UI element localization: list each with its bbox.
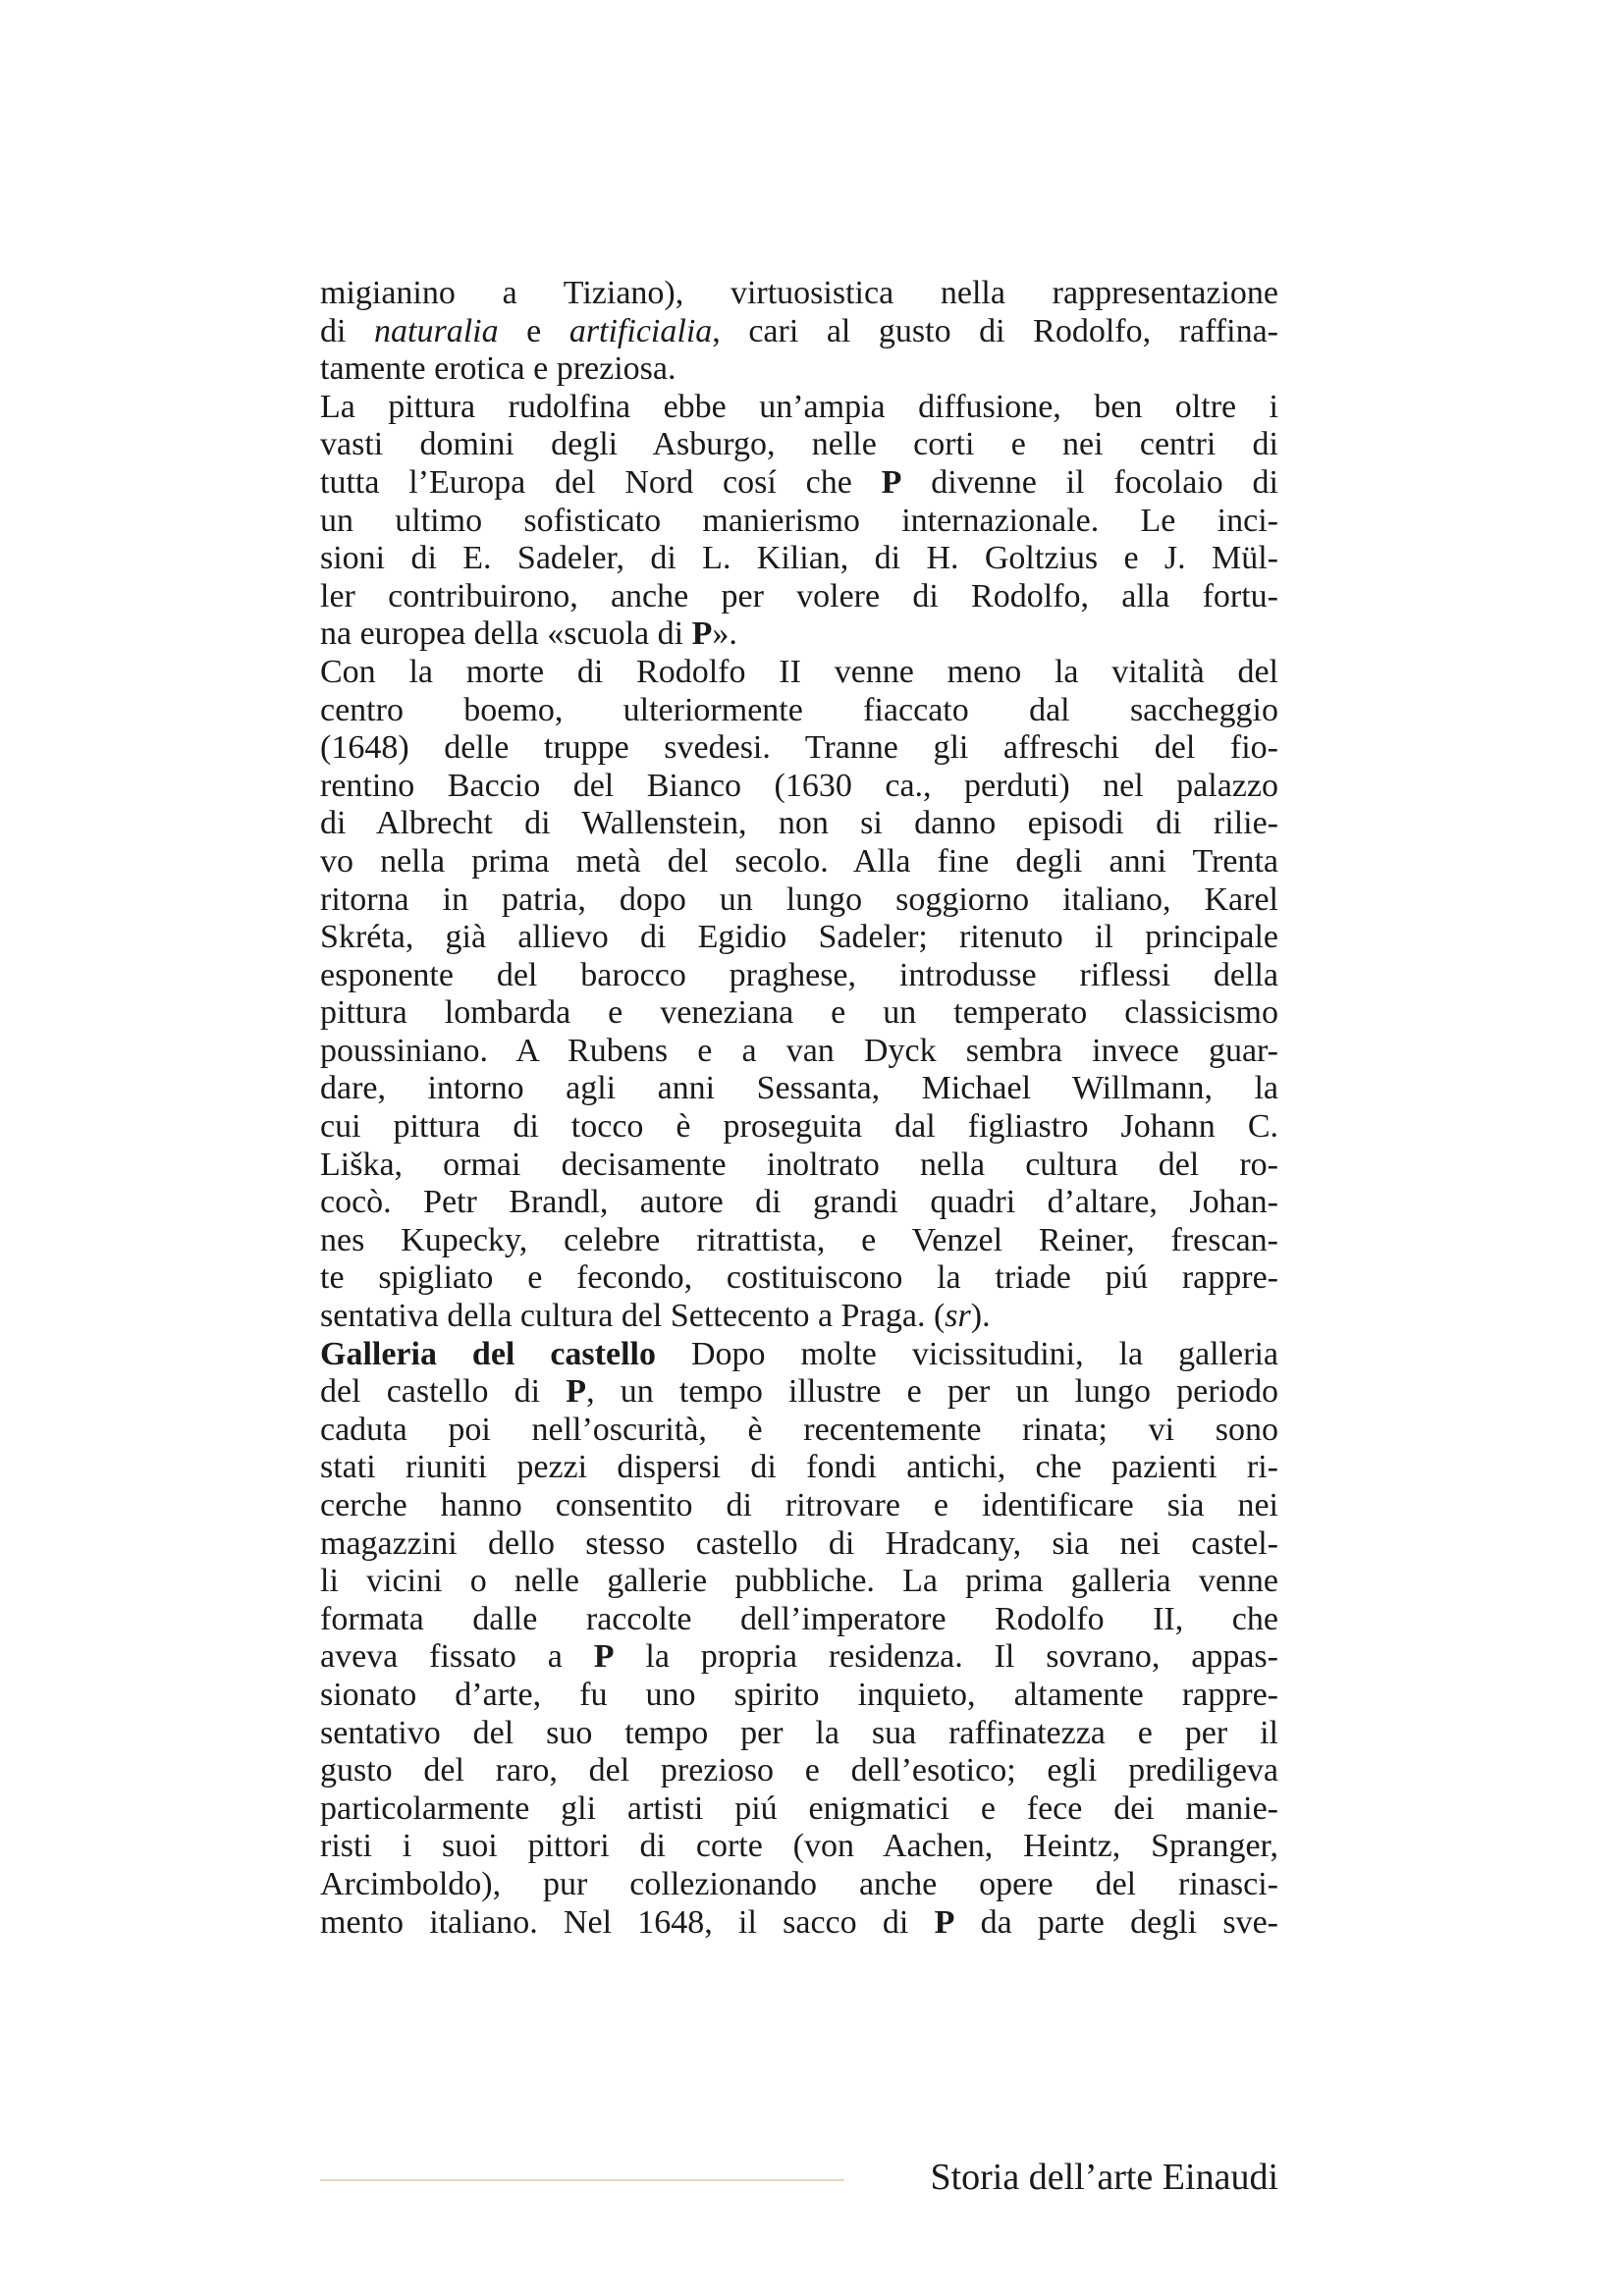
- text-run: Dopo molte vicissitudini, la galleria: [655, 1335, 1279, 1372]
- text-run: e: [498, 312, 569, 349]
- text-line: [320, 1866, 1278, 1904]
- text-run: aveva fissato a: [320, 1638, 594, 1676]
- text-line: [320, 1298, 1278, 1336]
- bold-run: P: [566, 1373, 587, 1411]
- text-line: [320, 426, 1278, 464]
- text-run: ».: [712, 615, 737, 653]
- text-line: [320, 578, 1278, 616]
- text-run: da parte degli sve-: [954, 1903, 1278, 1941]
- text-line: [320, 1184, 1278, 1222]
- text-line: [320, 1677, 1278, 1715]
- text-line: [320, 881, 1278, 920]
- text-line: [320, 654, 1278, 692]
- text-line: [320, 1222, 1278, 1260]
- text-run: nes Kupecky, celebre ritrattista, e Venzel Reiner, frescan-: [320, 1221, 1278, 1258]
- text-line: [320, 313, 1278, 351]
- text-run: centro boemo, ulteriormente fiaccato dal saccheggio: [320, 691, 1278, 728]
- text-run: sentativo del suo tempo per la sua raffinatezza e per il: [320, 1714, 1278, 1751]
- italic-run: naturalia: [374, 312, 499, 349]
- text-line: [320, 1563, 1278, 1601]
- text-line: [320, 919, 1278, 957]
- text-run: particolarmente gli artisti piú enigmatici e fece dei manie-: [320, 1789, 1278, 1827]
- text-line: [320, 540, 1278, 578]
- text-run: di: [320, 312, 375, 349]
- text-line: [320, 805, 1278, 843]
- text-run: sioni di E. Sadeler, di L. Kilian, di H. Goltzius e J. Mül-: [320, 540, 1278, 577]
- bold-run: P: [934, 1903, 955, 1941]
- text-run: di Albrecht di Wallenstein, non si danno episodi di rilie-: [320, 805, 1278, 842]
- text-line: [320, 957, 1278, 995]
- text-run: la propria residenza. Il sovrano, appas-: [614, 1638, 1278, 1676]
- text-run: cui pittura di tocco è proseguita dal figliastro Johann C.: [320, 1108, 1278, 1146]
- text-line: [320, 1904, 1278, 1943]
- text-run: Liška, ormai decisamente inoltrato nella cultura del ro-: [320, 1146, 1278, 1183]
- text-run: sentativa della cultura del Settecento a Praga. (: [320, 1298, 946, 1335]
- italic-run: sr: [945, 1298, 971, 1335]
- body-text: [320, 275, 1278, 1942]
- text-line: [320, 994, 1278, 1033]
- bold-run: P: [593, 1638, 615, 1676]
- text-line: [320, 1449, 1278, 1487]
- text-line: [320, 1638, 1278, 1677]
- text-line: [320, 1033, 1278, 1071]
- text-line: [320, 350, 1278, 389]
- text-line: [320, 1752, 1278, 1790]
- bold-run: P: [691, 615, 713, 653]
- text-run: gusto del raro, del prezioso e dell’esotico; egli prediligeva: [320, 1752, 1278, 1789]
- text-run: pittura lombarda e veneziana e un temperato classicismo: [320, 994, 1278, 1032]
- text-run: dare, intorno agli anni Sessanta, Michael Willmann, la: [320, 1070, 1278, 1107]
- text-run: ).: [970, 1298, 991, 1335]
- text-run: magazzini dello stesso castello di Hradcany, sia nei castel-: [320, 1524, 1278, 1562]
- text-run: vasti domini degli Asburgo, nelle corti e nei centri di: [320, 426, 1278, 463]
- text-line: [320, 1790, 1278, 1829]
- text-line: [320, 1412, 1278, 1450]
- text-line: [320, 615, 1278, 654]
- text-line: [320, 503, 1278, 541]
- text-run: Arcimboldo), pur collezionando anche opere del rinasci-: [320, 1865, 1278, 1902]
- text-run: risti i suoi pittori di corte (von Aachen, Heintz, Spranger,: [320, 1828, 1278, 1865]
- text-run: stati riuniti pezzi dispersi di fondi antichi, che pazienti ri-: [320, 1449, 1278, 1486]
- text-run: del castello di: [320, 1373, 567, 1411]
- text-run: li vicini o nelle gallerie pubbliche. La prima galleria venne: [320, 1563, 1278, 1600]
- text-line: [320, 1070, 1278, 1108]
- text-line: [320, 1828, 1278, 1866]
- text-run: tamente erotica e preziosa.: [320, 350, 676, 388]
- text-run: vo nella prima metà del secolo. Alla fine degli anni Trenta: [320, 842, 1278, 880]
- text-run: sionato d’arte, fu uno spirito inquieto, altamente rappre-: [320, 1676, 1278, 1713]
- text-run: cocò. Petr Brandl, autore di grandi quadri d’altare, Johan-: [320, 1184, 1278, 1221]
- text-run: , cari al gusto di Rodolfo, raffina-: [712, 312, 1278, 349]
- bold-run: P: [881, 463, 902, 501]
- text-run: un ultimo sofisticato manierismo internazionale. Le inci-: [320, 502, 1278, 539]
- text-run: ler contribuirono, anche per volere di Rodolfo, alla fortu-: [320, 577, 1278, 614]
- text-run: migianino a Tiziano), virtuosistica nella rappresentazione: [320, 275, 1278, 311]
- text-line: [320, 1108, 1278, 1147]
- text-line: [320, 1259, 1278, 1298]
- text-line: [320, 768, 1278, 806]
- text-run: Con la morte di Rodolfo II venne meno la vitalità del: [320, 653, 1278, 690]
- bold-run: Galleria del castello: [320, 1335, 656, 1372]
- text-run: mento italiano. Nel 1648, il sacco di: [320, 1903, 935, 1941]
- text-run: rentino Baccio del Bianco (1630 ca., perduti) nel palazzo: [320, 767, 1278, 804]
- text-line: [320, 1373, 1278, 1412]
- text-run: cerche hanno consentito di ritrovare e identificare sia nei: [320, 1487, 1278, 1523]
- text-run: La pittura rudolfina ebbe un’ampia diffusione, ben oltre i: [320, 388, 1278, 425]
- text-line: [320, 1525, 1278, 1564]
- italic-run: artificialia: [568, 312, 713, 349]
- text-run: te spigliato e fecondo, costituiscono la triade piú rappre-: [320, 1259, 1278, 1297]
- text-run: ritorna in patria, dopo un lungo soggiorno italiano, Karel: [320, 881, 1278, 918]
- text-run: poussiniano. A Rubens e a van Dyck sembra invece guar-: [320, 1032, 1278, 1069]
- text-run: caduta poi nell’oscurità, è recentemente rinata; vi sono: [320, 1411, 1278, 1448]
- text-line: [320, 1601, 1278, 1639]
- text-line: [320, 275, 1278, 313]
- footer-divider: [320, 2179, 844, 2181]
- footer-title: Storia dell’arte Einaudi: [930, 2157, 1278, 2198]
- text-run: Skréta, già allievo di Egidio Sadeler; ritenuto il principale: [320, 919, 1278, 956]
- text-run: (1648) delle truppe svedesi. Tranne gli affreschi del fio-: [320, 729, 1278, 767]
- text-line: [320, 1715, 1278, 1753]
- text-run: esponente del barocco praghese, introdusse riflessi della: [320, 956, 1278, 993]
- text-line: [320, 1147, 1278, 1185]
- text-run: formata dalle raccolte dell’imperatore Rodolfo II, che: [320, 1600, 1278, 1637]
- text-run: , un tempo illustre e per un lungo periodo: [586, 1373, 1278, 1411]
- text-line: [320, 843, 1278, 881]
- text-run: na europea della «scuola di: [320, 615, 692, 653]
- text-line: [320, 692, 1278, 730]
- text-line: [320, 729, 1278, 768]
- text-line: [320, 464, 1278, 503]
- text-line: [320, 1487, 1278, 1525]
- text-run: tutta l’Europa del Nord cosí che: [320, 463, 882, 501]
- text-line: [320, 389, 1278, 427]
- text-line: [320, 1336, 1278, 1374]
- text-run: divenne il focolaio di: [901, 463, 1278, 501]
